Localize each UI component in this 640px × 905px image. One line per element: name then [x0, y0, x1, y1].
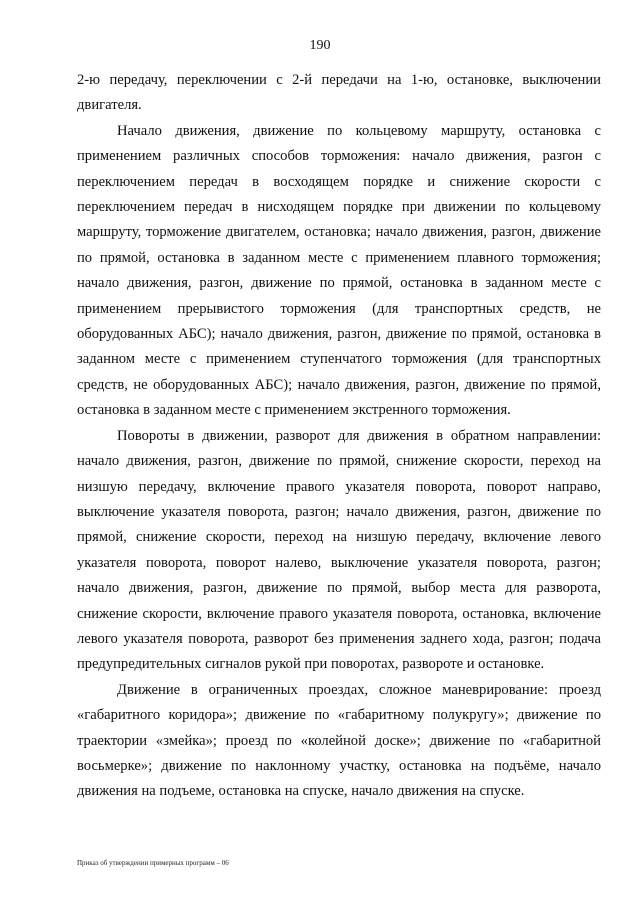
paragraph-maneuvering: Движение в ограниченных проездах, сложное маневрирование: проезд «габаритного коридора»; движение по «габаритному полукругу»; движение по траектории «змейка»; проезд по «колейной доске»; движение по «габаритной восьмерке»; движение по наклонному участку, остановка на подъёме, начало движения на подъеме, остановка на спуске, начало движения на спуске. — [77, 681, 601, 800]
paragraph-continuation: 2-ю передачу, переключении с 2-й передачи на 1-ю, остановке, выключении двигателя. — [77, 72, 601, 114]
footer-note: Приказ об утверждении примерных программ – 06 — [77, 859, 229, 867]
document-body — [77, 68, 601, 805]
page-number: 190 — [309, 38, 331, 53]
paragraph-turns: Повороты в движении, разворот для движения в обратном направлении: начало движения, разгон, движение по прямой, снижение скорости, переход на низшую передачу, включение правого указателя поворота, поворот направо, выключение указателя поворота, разгон; начало движения, разгон, движение по прямой, снижение скорости, переход на низшую передачу, включение левого указателя поворота, поворот налево, выключение указателя поворота, разгон; начало движения, разгон, движение по прямой, выбор места для разворота, снижение скорости, включение правого указателя поворота, остановка, включение левого указателя поворота, разворот без применения заднего хода, разгон; подача предупредительных сигналов рукой при поворотах, развороте и остановке. — [77, 427, 601, 673]
paragraph-braking: Начало движения, движение по кольцевому маршруту, остановка с применением различных способов торможения: начало движения, разгон с переключением передач в восходящем порядке и снижение скорости с переключением передач в нисходящем порядке при движении по кольцевому маршруту, торможение двигателем, остановка; начало движения, разгон, движение по прямой, остановка в заданном месте с применением плавного торможения; начало движения, разгон, движение по прямой, остановка в заданном месте с применением прерывистого торможения (для транспортных средств, не оборудованных АБС); начало движения, разгон, движение по прямой, остановка в заданном месте с применением ступенчатого торможения (для транспортных средств, не оборудованных АБС); начало движения, разгон, движение по прямой, остановка в заданном месте с применением экстренного торможения. — [77, 122, 601, 419]
